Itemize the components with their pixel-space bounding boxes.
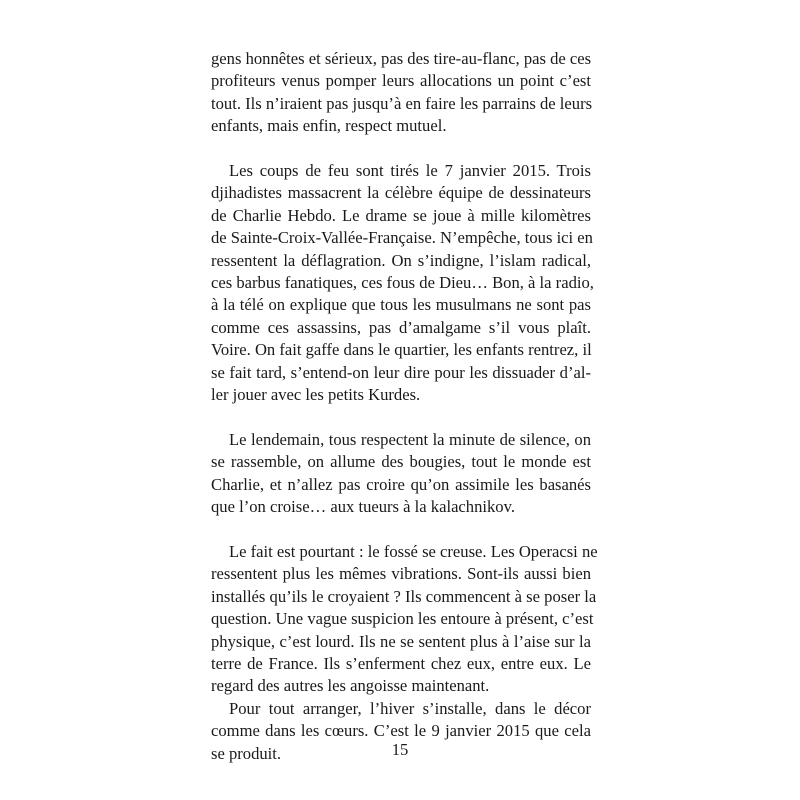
text-line: à la télé on explique que tous les musulmans ne sont pas [211,295,591,315]
book-page-body [211,48,598,765]
text-line: se produit. [211,743,282,763]
paragraph-4 [211,541,598,698]
text-line: que l’on croise… aux tueurs à la kalachnikov. [211,497,515,517]
text-line: Pour tout arranger, l’hiver s’installe, dans le décor [229,698,591,718]
text-line: se rassemble, on allume des bougies, tout le monde est [211,452,591,472]
text-line: ces barbus fanatiques, ces fous de Dieu… Bon, à la radio, [211,273,594,293]
text-line: terre de France. Ils s’enferment chez eux, entre eux. Le [211,653,591,673]
text-line: installés qu’ils le croyaient ? Ils commencent à se poser la [211,586,597,606]
text-line: profiteurs venus pomper leurs allocations un point c’est [211,71,591,91]
text-line: Charlie, et n’allez pas croire qu’on assimile les basanés [211,474,591,494]
text-line: ler jouer avec les petits Kurdes. [211,385,421,405]
paragraph-2 [211,160,594,406]
text-line: regard des autres les angoisse maintenant. [211,676,490,696]
text-line: de Sainte-Croix-Vallée-Française. N’empêche, tous ici en [211,228,593,248]
text-line: question. Une vague suspicion les entoure à présent, c’est [211,609,594,629]
text-line: Les coups de feu sont tirés le 7 janvier 2015. Trois [229,161,591,181]
page-number: 15 [391,740,409,759]
text-line: se fait tard, s’entend-on leur dire pour les dissuader d’al- [211,362,591,382]
text-line: physique, c’est lourd. Ils ne se sentent plus à l’aise sur la [211,631,591,651]
text-line: ressentent la déflagration. On s’indigne, l’islam radical, [211,250,591,270]
paragraph-1 [211,48,591,138]
text-line: comme dans les cœurs. C’est le 9 janvier 2015 que cela [211,721,591,741]
text-line: enfants, mais enfin, respect mutuel. [211,116,447,136]
text-line: tout. Ils n’iraient pas jusqu’à en faire les parrains de leurs [211,93,593,113]
text-line: comme ces assassins, pas d’amalgame s’il vous plaît. [211,317,591,337]
text-line: Voire. On fait gaffe dans le quartier, les enfants rentrez, il [211,340,592,360]
text-line: ressentent plus les mêmes vibrations. Sont-ils aussi bien [211,564,591,584]
text-line: de Charlie Hebdo. Le drame se joue à mille kilomètres [211,205,591,225]
text-line: gens honnêtes et sérieux, pas des tire-au-flanc, pas de ces [211,49,592,68]
text-line: Le fait est pourtant : le fossé se creuse. Les Operacsi ne [229,541,598,561]
text-line: djihadistes massacrent la célèbre équipe de dessinateurs [211,183,591,203]
text-line: Le lendemain, tous respectent la minute de silence, on [229,429,591,449]
paragraph-3 [211,429,591,519]
